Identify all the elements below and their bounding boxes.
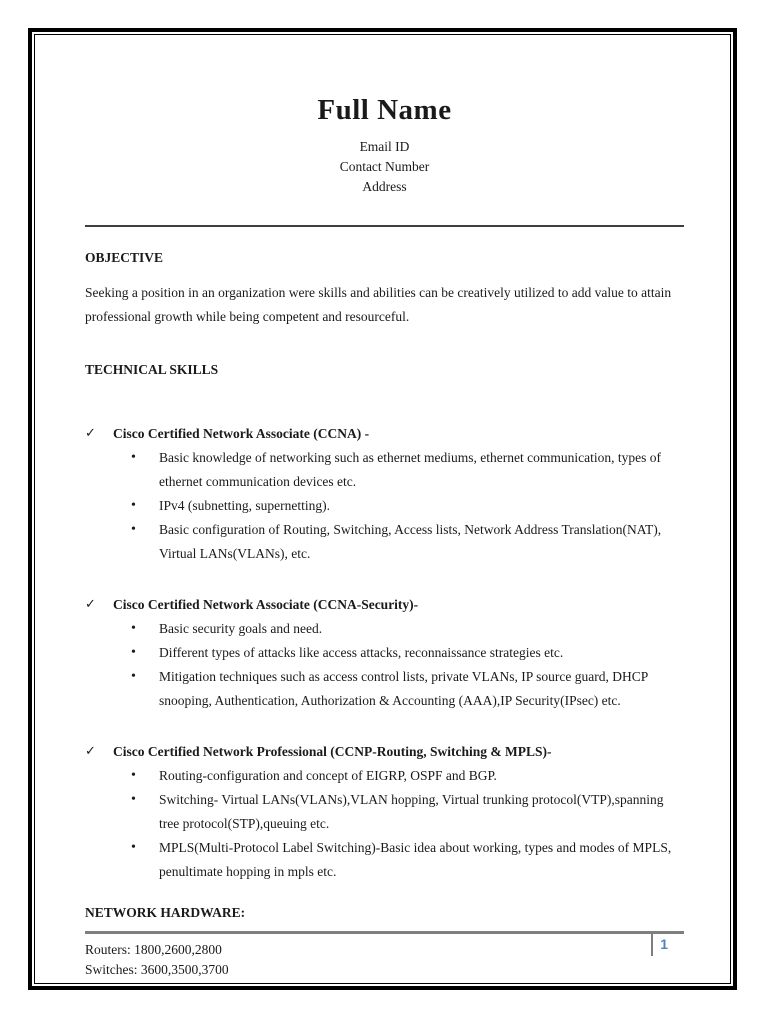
list-item xyxy=(131,788,684,836)
certification-ccna xyxy=(85,422,684,566)
page-footer xyxy=(85,931,684,959)
checkmark-icon: ✓ xyxy=(85,597,96,612)
page-border-inner xyxy=(34,34,731,984)
cert-title: Cisco Certified Network Associate (CCNA-Security)- xyxy=(113,597,419,612)
list-item xyxy=(131,446,684,494)
switches-line: Switches: 3600,3500,3700 xyxy=(85,962,229,977)
list-item xyxy=(131,665,684,713)
list-item-text: Routing-configuration and concept of EIGRP, OSPF and BGP. xyxy=(159,768,497,783)
header-divider xyxy=(85,225,684,227)
list-item xyxy=(131,494,684,518)
bullet-icon: • xyxy=(131,450,136,465)
bullet-icon: • xyxy=(131,522,136,537)
cert-title-row xyxy=(85,740,684,764)
objective-text: Seeking a position in an organization were skills and abilities can be creatively utilized to add value to attain professional growth while being competent and resourceful. xyxy=(85,285,672,324)
address-line: Address xyxy=(362,179,407,194)
email-line: Email ID xyxy=(359,139,410,154)
checkmark-icon: ✓ xyxy=(85,426,96,441)
list-item-text: Basic configuration of Routing, Switching, Access lists, Network Address Translation(NAT), Virtual LANs(VLANs), etc. xyxy=(159,522,662,561)
page-number: 1 xyxy=(660,935,668,952)
cert-title: Cisco Certified Network Professional (CCNP-Routing, Switching & MPLS)- xyxy=(113,744,552,759)
full-name-title: Full Name xyxy=(317,94,452,126)
cert-title-row xyxy=(85,593,684,617)
bullet-icon: • xyxy=(131,621,136,636)
list-item xyxy=(131,617,684,641)
resume-header xyxy=(85,93,684,197)
bullet-icon: • xyxy=(131,840,136,855)
certification-ccnp xyxy=(85,740,684,884)
list-item xyxy=(131,518,684,566)
list-item-text: IPv4 (subnetting, supernetting). xyxy=(159,498,330,513)
network-hardware-heading: NETWORK HARDWARE: xyxy=(85,905,246,920)
resume-page xyxy=(35,35,730,983)
list-item xyxy=(131,836,684,884)
bullet-icon: • xyxy=(131,792,136,807)
page-border-outer xyxy=(28,28,737,990)
objective-heading: OBJECTIVE xyxy=(85,250,164,265)
bullet-icon: • xyxy=(131,768,136,783)
cert-title-row xyxy=(85,422,684,446)
list-item xyxy=(131,764,684,788)
bullet-icon: • xyxy=(131,669,136,684)
list-item-text: Basic knowledge of networking such as ethernet mediums, ethernet communication, types of ethernet communication devices etc. xyxy=(159,450,661,489)
page-number-container xyxy=(651,931,668,956)
list-item-text: Mitigation techniques such as access control lists, private VLANs, IP source guard, DHCP snooping, Authentication, Authorization & Accounting (AAA),IP Security(IPsec) etc. xyxy=(159,669,648,708)
list-item-text: MPLS(Multi-Protocol Label Switching)-Basic idea about working, types and modes of MPLS, penultimate hopping in mpls etc. xyxy=(159,840,672,879)
cert-title: Cisco Certified Network Associate (CCNA) - xyxy=(113,426,370,441)
contact-block xyxy=(85,137,684,197)
technical-skills-heading: TECHNICAL SKILLS xyxy=(85,362,219,377)
footer-divider xyxy=(85,931,684,934)
routers-line: Routers: 1800,2600,2800 xyxy=(85,942,222,957)
list-item xyxy=(131,641,684,665)
bullet-icon: • xyxy=(131,498,136,513)
list-item-text: Different types of attacks like access attacks, reconnaissance strategies etc. xyxy=(159,645,564,660)
list-item-text: Basic security goals and need. xyxy=(159,621,323,636)
list-item-text: Switching- Virtual LANs(VLANs),VLAN hopping, Virtual trunking protocol(VTP),spanning tree protocol(STP),queuing etc. xyxy=(159,792,664,831)
checkmark-icon: ✓ xyxy=(85,744,96,759)
bullet-icon: • xyxy=(131,645,136,660)
certification-ccna-security xyxy=(85,593,684,713)
contact-number-line: Contact Number xyxy=(339,159,430,174)
